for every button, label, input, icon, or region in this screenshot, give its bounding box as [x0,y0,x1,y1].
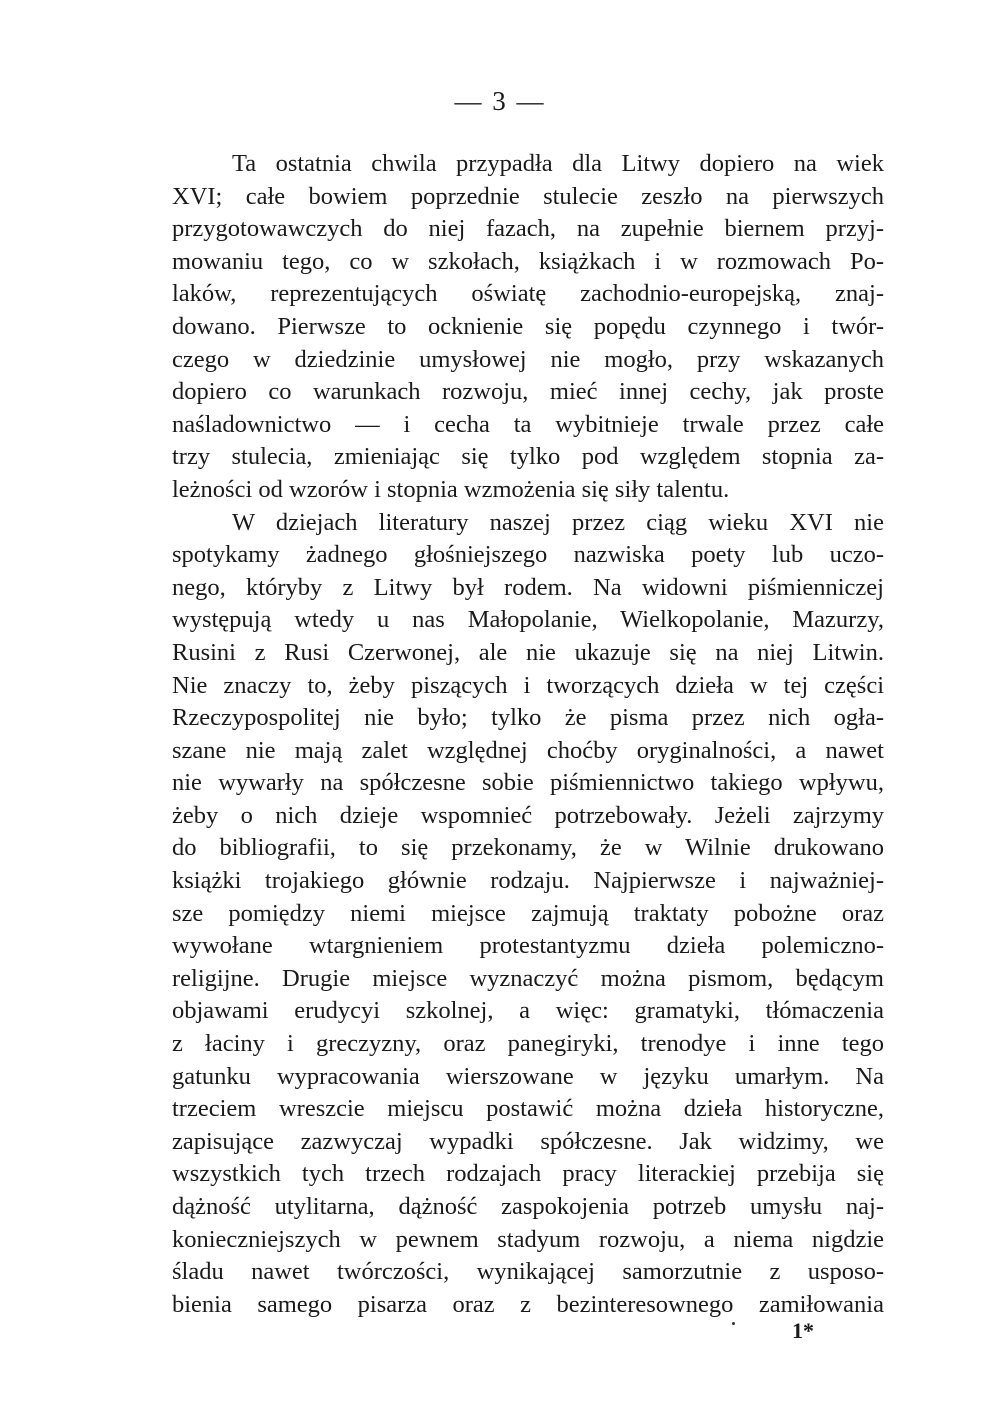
text-line: Rzeczypospolitej nie było; tylko że pisma przez nich ogła- [172,704,884,732]
text-line: dążność utylitarna, dążność zaspokojenia potrzeb umysłu naj- [172,1193,884,1220]
text-line: naśladownictwo — i cecha ta wybitnieje trwale przez całe [172,410,884,438]
text-line: sze pomiędzy niemi miejsce zajmują traktaty pobożne oraz [172,899,884,927]
text-line: trzeciem wreszcie miejscu postawić można dzieła historyczne, [172,1095,884,1123]
text-line: czego w dziedzinie umysłowej nie mogło, przy wskazanych [172,345,884,373]
text-line: W dziejach literatury naszej przez ciąg wieku XVI nie [232,508,884,536]
text-line: wszystkich tych trzech rodzajach pracy literackiej przebija się [172,1160,884,1188]
text-line: śladu nawet twórczości, wynikającej samorzutnie z usposo- [172,1258,884,1286]
text-line: przygotowawczych do niej fazach, na zupełnie biernem przyj- [172,215,884,243]
text-line: do bibliografii, to się przekonamy, że w Wilnie drukowano [172,834,884,862]
text-line: Rusini z Rusi Czerwonej, ale nie ukazuje się na niej Litwin. [172,638,884,666]
text-line: konieczniejszych w pewnem stadyum rozwoju, a niema nigdzie [172,1225,884,1253]
page-number: — 3 — [454,86,546,116]
text-line: objawami erudycyi szkolnej, a więc: gramatyki, tłómaczenia [172,997,884,1025]
text-line: zapisujące zazwyczaj wypadki spółczesne. Jak widzimy, we [172,1127,884,1155]
text-line: książki trojakiego głównie rodzaju. Najpierwsze i najważniej- [172,867,884,895]
text-line: wywołane wtargnieniem protestantyzmu dzieła polemiczno- [172,932,884,960]
text-line: nego, któryby z Litwy był rodem. Na widowni piśmienniczej [172,573,884,601]
text-line: żeby o nich dzieje wspomnieć potrzebowały. Jeżeli zajrzymy [172,801,884,829]
text-line: z łaciny i greczyzny, oraz panegiryki, trenodye i inne tego [172,1030,884,1058]
text-line: Nie znaczy to, żeby piszących i tworzących dzieła w tej części [172,671,884,699]
printer-signature-mark: 1* [792,1318,814,1343]
ink-speck [732,1322,735,1325]
text-line: dopiero co warunkach rozwoju, mieć innej cechy, jak proste [172,378,884,406]
text-line: nie wywarły na spółczesne sobie piśmiennictwo takiego wpływu, [172,769,884,797]
text-line: mowaniu tego, co w szkołach, książkach i w rozmowach Po- [172,247,884,275]
text-line: spotykamy żadnego głośniejszego nazwiska poety lub uczo- [172,541,884,569]
text-line: dowano. Pierwsze to ocknienie się popędu czynnego i twór- [172,312,884,340]
text-line: religijne. Drugie miejsce wyznaczyć można pismom, będącym [172,964,884,992]
text-line: leżności od wzorów i stopnia wzmożenia się siły talentu. [172,475,730,503]
text-line: Ta ostatnia chwila przypadła dla Litwy dopiero na wiek [232,150,884,177]
text-line: szane nie mają zalet względnej choćby oryginalności, a nawet [172,736,884,764]
text-line: laków, reprezentujących oświatę zachodnio-europejską, znaj- [172,280,884,308]
text-line: gatunku wypracowania wierszowane w języku umarłym. Na [172,1062,884,1090]
body-text [172,148,884,1321]
text-line: bienia samego pisarza oraz z bezinteresownego zamiłowania [172,1290,884,1318]
text-line: XVI; całe bowiem poprzednie stulecie zeszło na pierwszych [172,182,884,210]
text-line: trzy stulecia, zmieniając się tylko pod względem stopnia za- [172,443,884,471]
text-line: występują wtedy u nas Małopolanie, Wielkopolanie, Mazurzy, [172,606,884,634]
